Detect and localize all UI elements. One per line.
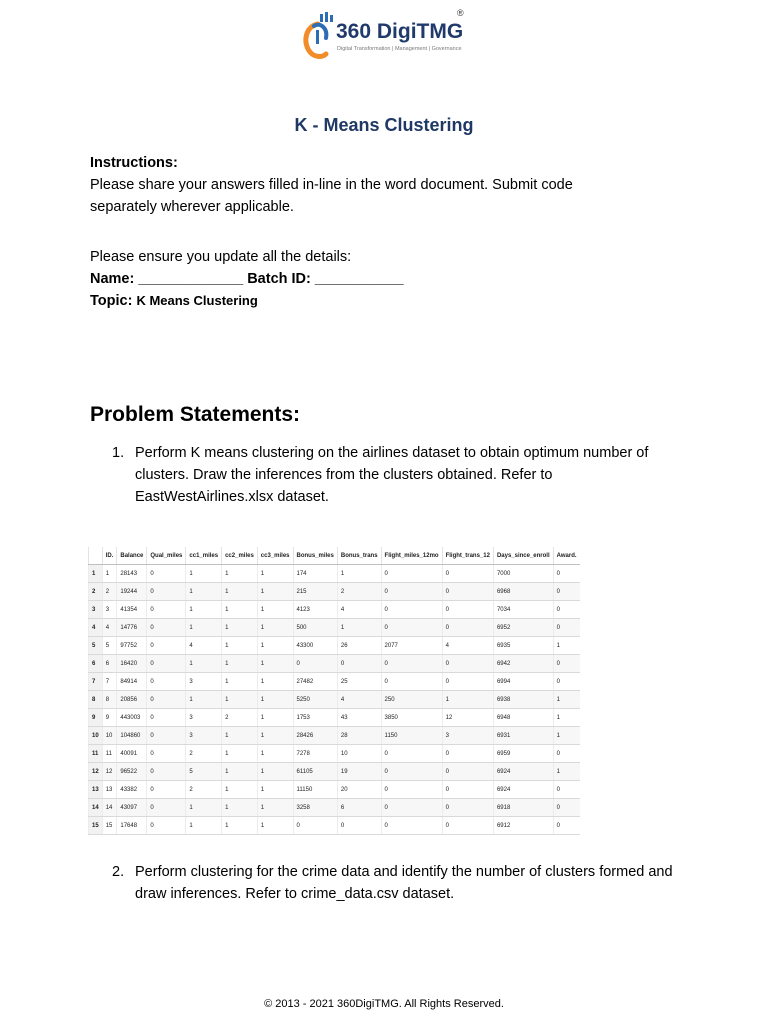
table-cell: 0 [147,817,186,835]
table-cell: 0 [442,799,493,817]
table-cell: 3 [186,673,222,691]
table-cell: 0 [553,799,579,817]
table-cell: 0 [147,637,186,655]
problem-statements-heading: Problem Statements: [90,403,301,426]
table-cell: 3 [102,601,117,619]
row-number-cell: 3 [89,601,103,619]
table-cell: 3258 [293,799,337,817]
table-cell: 0 [147,673,186,691]
table-cell: 0 [381,817,442,835]
table-cell: 1 [222,799,258,817]
table-cell: 0 [147,745,186,763]
row-number-cell: 14 [89,799,103,817]
table-cell: 6924 [493,763,553,781]
table-row [89,763,580,781]
table-cell: 0 [553,673,579,691]
table-cell: 1 [257,673,293,691]
table-cell: 26 [337,637,381,655]
table-row [89,619,580,637]
table-cell: 96522 [117,763,147,781]
table-cell: 0 [147,565,186,583]
table-cell: 0 [442,565,493,583]
table-cell: 0 [553,817,579,835]
table-cell: 14776 [117,619,147,637]
table-cell: 1 [553,763,579,781]
table-cell: 1 [186,691,222,709]
row-number-cell: 1 [89,565,103,583]
table-row [89,583,580,601]
table-cell: 6912 [493,817,553,835]
column-header: cc1_miles [186,547,222,565]
table-cell: 1 [222,727,258,745]
table-cell: 1 [442,691,493,709]
table-cell: 0 [147,727,186,745]
column-header: Qual_miles [147,547,186,565]
row-number-cell: 2 [89,583,103,601]
row-number-cell: 12 [89,763,103,781]
table-cell: 0 [442,745,493,763]
table-cell: 1 [186,583,222,601]
table-cell: 0 [147,691,186,709]
table-cell: 9 [102,709,117,727]
table-cell: 43 [337,709,381,727]
table-row [89,727,580,745]
table-cell: 7278 [293,745,337,763]
table-cell: 0 [442,583,493,601]
table-cell: 1 [222,781,258,799]
table-row [89,817,580,835]
table-cell: 6924 [493,781,553,799]
instructions-heading: Instructions: [90,155,178,171]
table-cell: 28 [337,727,381,745]
table-cell: 1 [257,619,293,637]
table-cell: 6931 [493,727,553,745]
table-cell: 1 [186,799,222,817]
table-row [89,709,580,727]
column-header: Balance [117,547,147,565]
table-cell: 4 [442,637,493,655]
table-cell: 1753 [293,709,337,727]
table-cell: 0 [442,655,493,673]
table-cell: 0 [381,673,442,691]
table-cell: 6959 [493,745,553,763]
table-cell: 0 [442,601,493,619]
table-cell: 27482 [293,673,337,691]
table-row [89,601,580,619]
table-cell: 7034 [493,601,553,619]
table-cell: 1 [257,709,293,727]
table-cell: 250 [381,691,442,709]
table-cell: 0 [337,817,381,835]
problem-text: Perform K means clustering on the airlines dataset to obtain optimum number of clusters. Draw the inferences from the clusters obtained. Refer to EastWestAirlines.xlsx dataset. [135,445,649,505]
table-cell: 6938 [493,691,553,709]
table-cell: 174 [293,565,337,583]
table-cell: 7 [102,673,117,691]
table-cell: 6935 [493,637,553,655]
table-cell: 1 [222,745,258,763]
registered-mark: ® [457,8,464,18]
airlines-data-table [88,547,580,835]
table-cell: 0 [337,655,381,673]
table-cell: 0 [442,763,493,781]
table-cell: 0 [381,799,442,817]
table-cell: 28426 [293,727,337,745]
table-cell: 1 [186,601,222,619]
table-cell: 4123 [293,601,337,619]
table-cell: 0 [381,763,442,781]
table-cell: 1 [222,601,258,619]
table-cell: 0 [553,583,579,601]
table-cell: 0 [553,745,579,763]
row-number-cell: 10 [89,727,103,745]
table-cell: 13 [102,781,117,799]
company-logo [300,8,470,66]
column-header: Days_since_enroll [493,547,553,565]
table-cell: 28143 [117,565,147,583]
table-cell: 1 [186,565,222,583]
table-header-row [89,547,580,565]
table-cell: 8 [102,691,117,709]
table-cell: 1150 [381,727,442,745]
table-cell: 0 [381,565,442,583]
table-cell: 2 [186,781,222,799]
table-cell: 5 [102,637,117,655]
column-header: cc2_miles [222,547,258,565]
table-cell: 19 [337,763,381,781]
table-cell: 443003 [117,709,147,727]
table-cell: 1 [337,619,381,637]
table-row [89,781,580,799]
column-header: cc3_miles [257,547,293,565]
table-cell: 43300 [293,637,337,655]
table-cell: 6948 [493,709,553,727]
table-cell: 1 [257,691,293,709]
table-cell: 19244 [117,583,147,601]
table-cell: 0 [147,709,186,727]
table-cell: 6 [102,655,117,673]
table-cell: 6 [337,799,381,817]
table-cell: 1 [257,565,293,583]
logo-tagline: Digital Transformation | Management | Governance [337,46,462,52]
table-cell: 0 [381,619,442,637]
table-cell: 2 [186,745,222,763]
table-row [89,565,580,583]
row-number-cell: 9 [89,709,103,727]
table-row [89,745,580,763]
table-cell: 0 [147,655,186,673]
table-cell: 12 [442,709,493,727]
column-header: Award. [553,547,579,565]
table-cell: 61105 [293,763,337,781]
topic-label: Topic: [90,293,133,309]
table-cell: 0 [553,655,579,673]
column-header [89,547,103,565]
table-cell: 1 [553,709,579,727]
table-cell: 0 [293,655,337,673]
table-row [89,655,580,673]
table-cell: 0 [147,781,186,799]
table-cell: 104860 [117,727,147,745]
table-cell: 0 [147,763,186,781]
row-number-cell: 6 [89,655,103,673]
table-cell: 2077 [381,637,442,655]
column-header: Bonus_miles [293,547,337,565]
table-cell: 20856 [117,691,147,709]
table-cell: 12 [102,763,117,781]
table-cell: 1 [257,601,293,619]
table-cell: 1 [337,565,381,583]
table-cell: 1 [222,817,258,835]
ensure-details-text: Please ensure you update all the details: [90,249,352,265]
table-cell: 0 [381,655,442,673]
table-cell: 84914 [117,673,147,691]
table-cell: 1 [186,655,222,673]
table-cell: 5 [186,763,222,781]
table-cell: 0 [147,583,186,601]
table-cell: 0 [147,601,186,619]
table-cell: 25 [337,673,381,691]
table-cell: 14 [102,799,117,817]
table-cell: 500 [293,619,337,637]
problem-text: Perform clustering for the crime data and identify the number of clusters formed and draw inferences. Refer to crime_data.csv dataset. [135,864,673,902]
table-cell: 2 [337,583,381,601]
problem-number: 1. [112,445,125,461]
row-number-cell: 5 [89,637,103,655]
row-number-cell: 4 [89,619,103,637]
table-cell: 43382 [117,781,147,799]
row-number-cell: 8 [89,691,103,709]
row-number-cell: 11 [89,745,103,763]
column-header: Flight_trans_12 [442,547,493,565]
row-number-cell: 15 [89,817,103,835]
table-cell: 1 [257,637,293,655]
table-cell: 6952 [493,619,553,637]
table-cell: 0 [381,781,442,799]
instructions-text: Please share your answers filled in-line in the word document. Submit code separately wherever applicable. [90,177,573,215]
table-cell: 1 [186,817,222,835]
topic-line [90,290,258,312]
table-row [89,799,580,817]
table-cell: 3 [442,727,493,745]
column-header: ID. [102,547,117,565]
table-cell: 11 [102,745,117,763]
logo-mark-icon [300,12,334,64]
table-cell: 1 [257,763,293,781]
table-cell: 10 [102,727,117,745]
table-cell: 40091 [117,745,147,763]
table-cell: 1 [257,817,293,835]
table-cell: 0 [553,601,579,619]
table-cell: 1 [257,745,293,763]
table-cell: 3 [186,709,222,727]
table-cell: 0 [381,745,442,763]
table-cell: 0 [147,619,186,637]
table-cell: 1 [257,655,293,673]
copyright-footer: © 2013 - 2021 360DigiTMG. All Rights Reserved. [264,998,504,1010]
table-cell: 1 [222,619,258,637]
table-cell: 3 [186,727,222,745]
table-cell: 6942 [493,655,553,673]
table-cell: 0 [381,583,442,601]
table-cell: 17648 [117,817,147,835]
table-cell: 0 [442,781,493,799]
table-row [89,691,580,709]
table-cell: 15 [102,817,117,835]
name-batch-line: Name: _____________ Batch ID: ___________ [90,271,404,287]
table-cell: 97752 [117,637,147,655]
table-cell: 7000 [493,565,553,583]
table-cell: 1 [222,763,258,781]
table-cell: 10 [337,745,381,763]
table-cell: 1 [186,619,222,637]
table-row [89,637,580,655]
document-title: K - Means Clustering [294,115,474,135]
table-cell: 1 [553,691,579,709]
table-cell: 1 [222,565,258,583]
table-cell: 1 [257,727,293,745]
table-cell: 4 [337,691,381,709]
table-cell: 1 [553,727,579,745]
table-cell: 4 [337,601,381,619]
table-cell: 41354 [117,601,147,619]
table-cell: 2 [102,583,117,601]
table-cell: 0 [442,817,493,835]
table-cell: 2 [222,709,258,727]
table-cell: 4 [102,619,117,637]
table-cell: 6968 [493,583,553,601]
table-cell: 11150 [293,781,337,799]
table-cell: 1 [222,637,258,655]
column-header: Flight_miles_12mo [381,547,442,565]
table-cell: 0 [147,799,186,817]
table-cell: 0 [553,781,579,799]
table-cell: 1 [222,583,258,601]
table-cell: 6918 [493,799,553,817]
table-cell: 6994 [493,673,553,691]
table-cell: 1 [257,583,293,601]
table-cell: 0 [293,817,337,835]
table-cell: 5250 [293,691,337,709]
table-cell: 1 [553,637,579,655]
row-number-cell: 7 [89,673,103,691]
column-header: Bonus_trans [337,547,381,565]
table-cell: 43097 [117,799,147,817]
problem-number: 2. [112,864,125,880]
table-cell: 0 [381,601,442,619]
table-cell: 20 [337,781,381,799]
table-cell: 215 [293,583,337,601]
table-cell: 16420 [117,655,147,673]
table-cell: 1 [222,655,258,673]
table-cell: 4 [186,637,222,655]
table-cell: 1 [257,781,293,799]
table-cell: 0 [442,619,493,637]
table-row [89,673,580,691]
table-cell: 3850 [381,709,442,727]
table-cell: 1 [222,691,258,709]
table-cell: 0 [553,565,579,583]
row-number-cell: 13 [89,781,103,799]
table-cell: 0 [442,673,493,691]
topic-value: K Means Clustering [136,293,258,308]
table-cell: 1 [102,565,117,583]
logo-text: 360 DigiTMG [336,20,464,43]
table-cell: 0 [553,619,579,637]
table-cell: 1 [257,799,293,817]
table-cell: 1 [222,673,258,691]
